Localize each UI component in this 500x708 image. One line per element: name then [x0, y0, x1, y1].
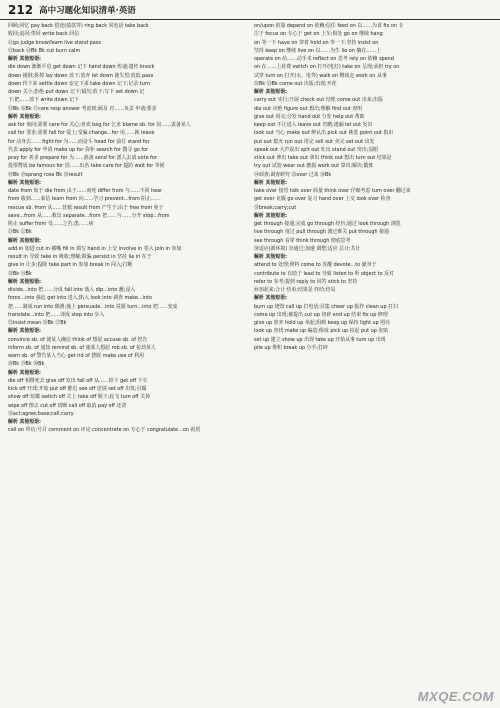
text-line: ⑫go judge know/learn live stand pass	[8, 39, 101, 46]
text-line: 解析 其他短语:	[8, 328, 42, 335]
text-line: wipe off 擦去 cut off 切断 call off 取消 pay off 还清	[8, 402, 127, 409]
text-line: give out 用完;分发 hand out 分发 help out 帮助	[254, 113, 365, 120]
text-line: 解析 其他短语:	[8, 369, 42, 376]
text-line: for 动身去…… fight for 为……而奋斗 head for 前往 stand for	[8, 138, 150, 145]
two-column-body	[8, 22, 492, 704]
text-line: ㉓Bk ㉔Bk	[8, 270, 32, 277]
text-line: down 撞倒;拆掉 lay down 放下;放弃 let down 使失望;放低 pass	[8, 72, 154, 79]
text-line: see through 看穿 think through 彻底思考	[254, 237, 351, 244]
text-line: 注于 focus on 专心于 get on 上车;相处 go on 继续 hang	[254, 31, 383, 38]
text-line: 坚持 keep on 继续 live on 以……为生 lie on 躺在……上	[254, 47, 381, 54]
text-line: show off 炫耀 switch off 关上 take off 脱下;起飞 turn off 关掉	[8, 394, 150, 401]
text-line: 解析 其他短语:	[8, 56, 42, 62]
text-line: ㉑Bk ㉒Bk	[8, 229, 32, 236]
right-column	[254, 22, 492, 704]
text-line: 解析 其他短语:	[254, 295, 288, 302]
text-line: force...into 强迫 get into 进入;陷入 look into 调查 make...into	[8, 295, 152, 302]
text-line: die down 渐渐平息 get down 记下 hand down 传递;遗传 knock	[8, 64, 155, 71]
text-line: put out 熄灭 run out 用完 sell out 卖完 set out 出发	[254, 138, 375, 145]
text-line: 解析 其他短语:	[8, 278, 42, 285]
text-line: 把……制成 run into 偶遇;撞上 persuade...into 说服 turn...into 把……变成	[8, 303, 178, 310]
text-line: 阻止 suffer from 受……之苦;患……病	[8, 221, 94, 227]
text-line: ㉜Bk ㉝Bk come out 出版;出现;开花	[254, 80, 337, 87]
text-line: on/upon 依靠 depend on 依赖;信任 feed on 以……为食 fix on 专	[254, 23, 404, 29]
text-line: 回顾;回忆 pay back 偿还(债款等) ring back 回电话 take back	[8, 23, 149, 29]
text-line: stick out 伸出 take out 拿出 think out 想出 turn out 结果是	[254, 155, 392, 161]
text-line: look out 当心 make out 辨认出 pick out 挑选 point out 指出	[254, 130, 394, 137]
text-line: translate...into 把……译成 step into 步入	[8, 311, 105, 318]
text-line: ㊳适应(新环境) ㊴通过;加速 调整;适应 总计;共计	[254, 245, 361, 252]
text-line: add in 加进 cut in 插嘴 fill in 填写 hand in 上交 involve in 卷入 join in 参加	[8, 245, 182, 252]
text-line: try out 试验 wear out 磨损 work out 算出;解决;锻炼	[254, 163, 374, 170]
text-line: down 传下来 settle down 安定下来 take down 记下;记录 turn	[8, 80, 150, 87]
text-line: 解析 其他短语:	[254, 179, 288, 186]
text-line: set up 建立 show up 出现 take up 开始从事 turn up 出现	[254, 336, 386, 343]
text-line: 试穿 turn on 打开(水、电等) walk on 继续走 work on 从事	[254, 72, 387, 79]
text-line: save...from 从……救出 separate...from 把……与……分开 stop...from	[8, 212, 170, 219]
text-line: ⑬back ⑭Bk Bk cut burn calm	[8, 47, 81, 54]
text-line: carry out 实行;开展 check out 结账 come out 出来;出版	[254, 97, 383, 104]
text-line: kick off 开球;开始 put off 推迟 see off 送别 set off 出发;引爆	[8, 386, 147, 392]
text-line: attend to 处理;照料 come to 苏醒 devote...to 献身于	[254, 262, 377, 269]
text-line: pray for 祈求 prepare for 为……准备 send for 派人去请 vote for	[8, 155, 157, 161]
text-line: ㉕insist mean ㉖Bk ㉗Bk	[8, 320, 67, 326]
text-line: keep out 不让进入 leave out 省略;遗漏 let out 发出	[254, 122, 373, 128]
text-line: take over 接管 talk over 商量 think over 仔细考虑 turn over 翻过来	[254, 188, 411, 194]
text-line: warn sb. of 警告某人当心 get rid of 摆脱 make use of 利用	[8, 353, 144, 359]
text-line: contribute to 有助于 lead to 导致 listen to 听 object to 反对	[254, 270, 394, 277]
text-line: inform sb. of 通知 remind sb. of 使某人想起 rob sb. of 抢劫某人	[8, 344, 156, 351]
text-line: call for 要求;需要 fall for 爱上;受骗 change...for 用……换 leave	[8, 130, 155, 137]
text-line: give up 放弃 hold up 举起;阻碍 keep up 保持 light up 照亮	[254, 320, 391, 326]
text-line: ⑮Bk ⑯Bk ⑰care resp answer 考虑到;顾及 对……负责 申请;要求	[8, 105, 157, 112]
book-title: 高中习题化知识清单·英语	[39, 5, 136, 16]
text-line: 解析 其他短语:	[8, 237, 42, 244]
text-line: live through 度过 pull through 渡过难关 put through 接通	[254, 229, 389, 236]
text-line: call on 拜访;号召 comment on 评论 concentrate on 专心于 congratulate...on 祝贺	[8, 427, 201, 434]
text-line: operate on 给……动手术 reflect on 思考 rely on 依赖 spend	[254, 56, 394, 62]
text-line: 解析 其他短语:	[254, 89, 288, 95]
text-line: ⑱Bk ⑲sprang rose Bk ⑳result	[8, 171, 83, 178]
text-line: 收回;退回;带回 write back 回信	[8, 31, 80, 38]
text-line: get through 接通;完成 go through 经历;通过 look through 浏览	[254, 221, 401, 227]
text-line: 解析 其他短语:	[254, 254, 288, 260]
text-line: come up 出现;被提出 cut up 切碎 end up 结束 fix up 修理	[254, 311, 388, 318]
text-line: ㉛act;agree;base;call;carry	[8, 410, 74, 417]
text-line: refer to 参考;提到 reply to 回答 stick to 坚持	[254, 278, 358, 285]
text-line: on 等一下 have on 穿着 hold on 等一下;坚持 insist on	[254, 39, 379, 46]
text-line: burn up 烧毁 call up 打电话;召集 cheer up 振作 clean up 打扫	[254, 303, 398, 310]
text-line: die off 相继死去 give off 发出 fall off 从……掉下 get off 下车	[8, 377, 148, 384]
text-line: down 关小;拒绝 put down 记下;镇压;放下;写下 set down 记	[8, 89, 145, 95]
watermark-logo: MXQE.COM	[417, 689, 494, 704]
left-column	[8, 22, 246, 704]
text-line: ㊲break;carry;cut	[254, 204, 297, 211]
text-line: date from 始于 die from 由于……而死 differ from 与……不同 hear	[8, 188, 163, 194]
text-line: 投票赞成 be famous for 因……出名 take care for 提防 wait for 等候	[8, 163, 165, 170]
text-line: 解析 其他短语:	[8, 179, 42, 186]
text-line: rescue sb. from 从……营救 result from 产生于;由于 free from 免于	[8, 204, 164, 211]
text-line: speak out 大声说出 spit out 吐出 stand out 突出;显眼	[254, 146, 379, 153]
text-line: ㉞调查;调查研究 ㉟over 过来 ㊱Bk	[254, 171, 332, 178]
text-line: 解析 其他短语:	[254, 212, 288, 219]
text-line: divide...into 把……分成 fall into 落入 dip...into 蘸;浸入	[8, 287, 136, 293]
text-line: 解析 其他短语:	[8, 113, 42, 120]
text-line: look up 查找 make up 编造;组成 pick up 捡起 put up 张贴	[254, 328, 389, 335]
text-line: die out 灭绝 figure out 想出;理解 find out 查明	[254, 105, 363, 112]
text-line: result in 导致 take in 吸收;理解;欺骗 persist in 坚持 lie in 在于	[8, 254, 152, 260]
text-line: pile up 堆积 break up 分手;打碎	[254, 344, 328, 351]
text-line: give in 让步;投降 take part in 参加 break in 闯入;打断	[8, 262, 133, 269]
page-header	[0, 0, 500, 20]
text-line: on 在……上花费 switch on 打开(电灯) take on 呈现;承担 try on	[254, 64, 400, 71]
text-line: 解析 其他短语:	[8, 419, 42, 425]
text-line: get over 克服 go over 复习 hand over 上交 look over 检查	[254, 196, 391, 203]
text-line: ㉘Bk ㉙Bk ㉚Bk	[8, 361, 45, 368]
page-number: 212	[8, 2, 34, 17]
text-line: ㊵加起来;合计 结束;结果是 终结;结局	[254, 287, 336, 293]
text-line: ask for 询问;需要 care for 关心;喜欢 beg for 乞求 blame sb. for 因……责备某人	[8, 122, 191, 128]
text-line: 代表 apply for 申请 make up for 弥补 search for 搜寻 go for	[8, 146, 149, 153]
text-line: 下;把……放下 write down 记下	[8, 97, 79, 104]
text-line: convince sb. of 使某人确信 think of 想起 accuse sb. of 控告	[8, 336, 148, 343]
text-line: from 收到……来信 learn from 向……学习 prevent...from 阻止……	[8, 196, 161, 203]
